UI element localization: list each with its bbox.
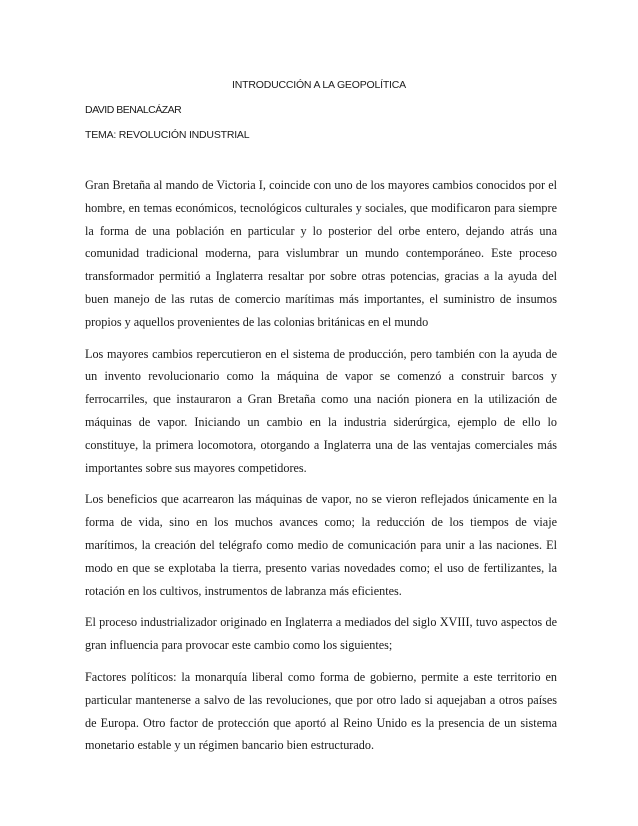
paragraph: Los beneficios que acarrearon las máquinas de vapor, no se vieron reflejados únicamente en la forma de vida, sino en los muchos avances como; la reducción de los tiempos de viaje marítimos, la creación del telégrafo como medio de comunicación para unir a las naciones. El modo en que se explotaba la tierra, presento varias novedades como; el uso de fertilizantes, la rotación en los cultivos, instrumentos de labranza más eficientes. (85, 492, 557, 598)
document-body (85, 174, 557, 766)
document-title: INTRODUCCIÓN A LA GEOPOLÍTICA (232, 79, 406, 91)
topic-line: TEMA: REVOLUCIÓN INDUSTRIAL (85, 129, 250, 141)
paragraph: El proceso industrializador originado en Inglaterra a mediados del siglo XVIII, tuvo aspectos de gran influencia para provocar este cambio como los siguientes; (85, 615, 557, 653)
paragraph: Factores políticos: la monarquía liberal como forma de gobierno, permite a este territorio en particular mantenerse a salvo de las revoluciones, que por otro lado si aquejaban a otros países de Europa. Otro factor de protección que aportó al Reino Unido es la presencia de un sistema monetario estable y un régimen bancario bien estructurado. (85, 669, 557, 753)
paragraph: Gran Bretaña al mando de Victoria I, coincide con uno de los mayores cambios conocidos por el hombre, en temas económicos, tecnológicos culturales y sociales, que modificaron para siempre la forma de una población en particular y lo posterior del orbe entero, dejando atrás una comunidad tradicional moderna, para vislumbrar un mundo contemporáneo. Este proceso transformador permitió a Inglaterra resaltar por sobre otras potencias, gracias a la ayuda del buen manejo de las rutas de comercio marítimas más importantes, el suministro de insumos propios y aquellos provenientes de las colonias británicas en el mundo (85, 178, 557, 329)
author-name: DAVID BENALCÁZAR (85, 104, 182, 116)
paragraph: Los mayores cambios repercutieron en el sistema de producción, pero también con la ayuda de un invento revolucionario como la máquina de vapor se comenzó a construir barcos y ferrocarriles, que instauraron a Gran Bretaña como una nación pionera en la utilización de máquinas de vapor. Iniciando un cambio en la industria siderúrgica, ejemplo de ello lo constituye, la primera locomotora, otorgando a Inglaterra una de las ventajas comerciales más importantes sobre sus mayores competidores. (85, 346, 557, 475)
